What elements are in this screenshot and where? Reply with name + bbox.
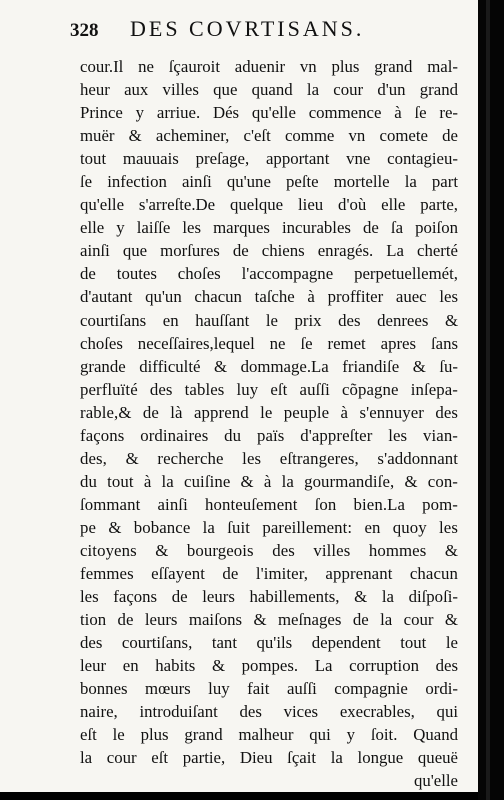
text-line: grande difficulté & dommage.La friandiſe & ſu- (80, 356, 458, 376)
page-edge-shadow (478, 0, 504, 800)
text-line: ſommant ainſi honteuſement ſon bien.La pom- (80, 494, 458, 514)
text-line: citoyens & bourgeois des villes hommes & (80, 540, 458, 560)
body-text (80, 55, 458, 792)
text-line: elle y laiſſe les marques incurables de ſa poiſon (80, 218, 458, 238)
page-edge-strip (486, 0, 490, 800)
text-line: perfluïté des tables luy eſt auſſi cõpagne inſepa- (80, 379, 458, 399)
catchword: qu'elle (413, 771, 458, 791)
text-line: rable,& de là apprend le peuple à s'ennuyer des (80, 402, 458, 422)
text-line: leur en habits & pompes. La corruption des (80, 656, 458, 676)
text-line: Prince y arriue. Dés qu'elle commence à ſe re- (80, 103, 458, 123)
text-line: pe & bobance la ſuit pareillement: en quoy les (80, 517, 458, 537)
text-line: muër & acheminer, c'eſt comme vn comete de (80, 126, 458, 146)
text-line: la cour eſt partie, Dieu ſçait la longue queuë (80, 748, 458, 768)
text-line: femmes eſſayent de l'imiter, apprenant chacun (80, 564, 458, 584)
text-line: tion de leurs maiſons & meſnages de la cour & (80, 610, 458, 630)
text-line: courtiſans en hauſſant le prix des denrees & (80, 310, 458, 330)
text-line: cour.Il ne ſçauroit aduenir vn plus grand mal- (80, 57, 458, 76)
text-line: choſes neceſſaires,lequel ne ſe remet apres ſans (80, 333, 458, 353)
text-line: eſt le plus grand malheur qui y ſoit. Quand (80, 725, 458, 745)
text-line: ainſi que morſures de chiens enragés. La cherté (80, 241, 458, 261)
text-line: les façons de leurs habillements, & la diſpoſi- (80, 587, 458, 607)
text-line: des, & recherche les eſtrangeres, s'addonnant (80, 448, 458, 468)
text-line: des courtiſans, tant qu'ils dependent tout le (80, 633, 458, 653)
text-line: bonnes mœurs luy fait auſſi compagnie ordi- (80, 679, 458, 699)
text-line: d'autant qu'un chacun taſche à proffiter auec les (80, 287, 458, 307)
text-line: qu'elle s'arreſte.De quelque lieu d'où elle parte, (80, 195, 458, 215)
text-line: heur aux villes que quand la cour d'un grand (80, 80, 458, 100)
text-line: du tout à la cuiſine & à la gourmandiſe, & con- (80, 471, 458, 491)
text-line: ſe infection ainſi qu'une peſte mortelle la part (80, 172, 458, 192)
text-line: naire, introduiſant des vices execrables, qui (80, 702, 458, 722)
text-line: façons ordinaires du païs d'appreſter les vian- (80, 425, 458, 445)
running-title: DES COVRTISANS. (130, 16, 365, 41)
text-line: tout mauuais preſage, apportant vne contagieu- (80, 149, 458, 169)
text-line: de toutes choſes l'accompagne perpetuellemét, (80, 264, 458, 284)
page-number: 328 (70, 20, 99, 41)
page-header (70, 16, 398, 50)
